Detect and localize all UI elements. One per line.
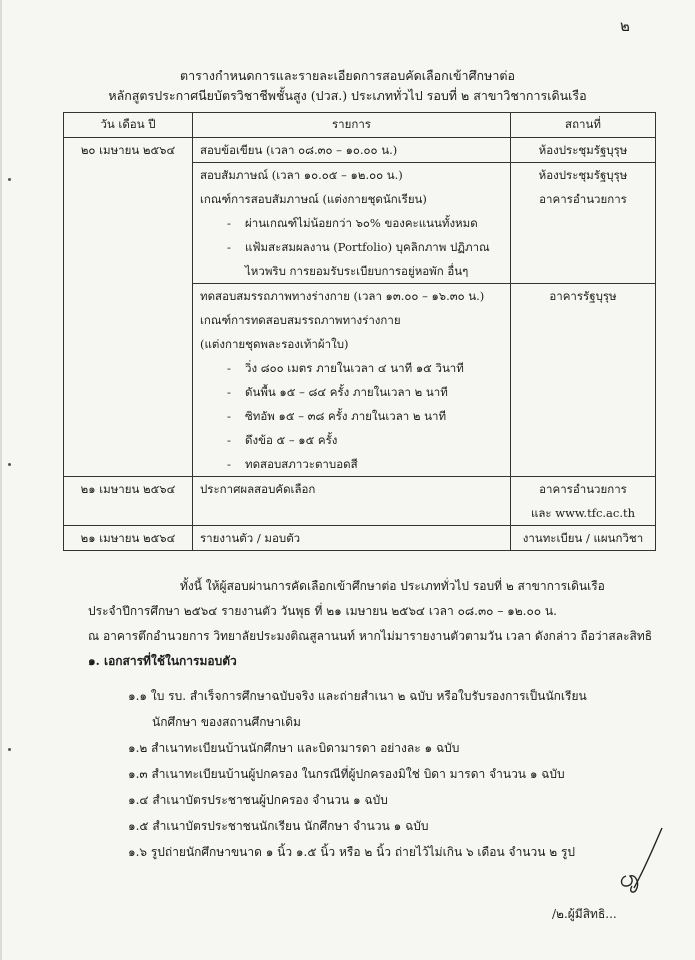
schedule-item [193,163,511,284]
detail-line: เกณฑ์การทดสอบสมรรถภาพทางร่างกาย [200,313,401,327]
schedule-place [511,526,656,551]
header-date: วัน เดือน ปี [64,113,193,138]
detail-line: (แต่งกายชุดพละรองเท้าผ้าใบ) [200,337,349,351]
schedule-item [193,526,511,551]
header-place: สถานที่ [511,113,656,138]
bullet-line: - ดึงข้อ ๕ – ๑๕ ครั้ง [193,428,510,452]
scan-speck [8,463,11,466]
document-title-line1: ตารางกำหนดการและรายละเอียดการสอบคัดเลือกเข้าศึกษาต่อ [180,68,515,83]
detail-line: สอบข้อเขียน (เวลา ๐๘.๓๐ – ๑๐.๐๐ น.) [200,143,398,157]
schedule-place [511,284,656,477]
place-line: ห้องประชุมรัฐบุรุษ [538,168,628,182]
page-edge-shadow [0,0,2,960]
document-item: ๑.๕ สำเนาบัตรประชาชนนักเรียน นักศึกษา จำนวน ๑ ฉบับ [128,819,429,833]
paragraph-line2: ประจำปีการศึกษา ๒๕๖๔ รายงานตัว วันพุธ ที่ ๒๑ เมษายน ๒๕๖๔ เวลา ๐๘.๓๐ – ๑๒.๐๐ น. [88,604,557,618]
place-line: งานทะเบียน / แผนกวิชา [522,531,644,545]
paragraph-line3: ณ อาคารตึกอำนวยการ วิทยาลัยประมงติณสูลานนท์ หากไม่มารายงานตัวตามวัน เวลา ดังกล่าว ถือว่าสละสิทธิ [88,629,653,643]
schedule-date-text: ๒๑ เมษายน ๒๕๖๔ [80,531,176,545]
paragraph-line1: ทั้งนี้ ให้ผู้สอบผ่านการคัดเลือกเข้าศึกษาต่อ ประเภททั่วไป รอบที่ ๒ สาขาการเดินเรือ [180,579,605,593]
document-item: ๑.๑ ใบ รบ. สำเร็จการศึกษาฉบับจริง และถ่ายสำเนา ๒ ฉบับ หรือใบรับรองการเป็นนักเรียน [128,689,587,703]
detail-line: ไหวพริบ การยอมรับระเบียบการอยู่หอพัก อื่นๆ [245,264,469,278]
scan-speck [8,748,11,751]
detail-line: เกณฑ์การสอบสัมภาษณ์ (แต่งกายชุดนักเรียน) [200,192,427,206]
schedule-date [64,477,193,526]
schedule-date-text: ๒๑ เมษายน ๒๕๖๔ [80,482,176,496]
place-line: อาคารรัฐบุรุษ [549,289,617,303]
document-item: ๑.๒ สำเนาทะเบียนบ้านนักศึกษา และบิดามารดา อย่างละ ๑ ฉบับ [128,741,460,755]
schedule-row [64,526,656,551]
document-item: นักศึกษา ของสถานศึกษาเดิม [152,715,301,729]
bullet-line: - วิ่ง ๘๐๐ เมตร ภายในเวลา ๔ นาที ๑๕ วินาที [193,356,510,380]
schedule-place [511,163,656,284]
schedule-item [193,284,511,477]
schedule-place [511,138,656,163]
schedule-row [64,477,656,526]
signature-initial [612,826,672,896]
documents-heading: ๑. เอกสารที่ใช้ในการมอบตัว [88,654,237,668]
bullet-line: - ผ่านเกณฑ์ไม่น้อยกว่า ๖๐% ของคะแนนทั้งหมด [193,211,510,235]
schedule-row [64,138,656,163]
schedule-header-row [64,113,656,138]
place-line: ห้องประชุมรัฐบุรุษ [538,143,628,157]
bullet-line: - ดันพื้น ๑๕ – ๘๔ ครั้ง ภายในเวลา ๒ นาที [193,380,510,404]
detail-line: ประกาศผลสอบคัดเลือก [200,482,316,496]
place-line: อาคารอำนวยการ [539,482,627,496]
schedule-table [63,112,656,551]
schedule-date [64,138,193,477]
bullet-line: - แฟ้มสะสมผลงาน (Portfolio) บุคลิกภาพ ปฏิภาณ [193,235,510,259]
detail-line: รายงานตัว / มอบตัว [200,531,301,545]
document-item: ๑.๔ สำเนาบัตรประชาชนผู้ปกครอง จำนวน ๑ ฉบับ [128,793,388,807]
scan-speck [8,178,11,181]
document-item: ๑.๖ รูปถ่ายนักศึกษาขนาด ๑ นิ้ว ๑.๕ นิ้ว หรือ ๒ นิ้ว ถ่ายไว้ไม่เกิน ๖ เดือน จำนวน ๒ รูป [128,845,576,859]
schedule-place [511,477,656,526]
detail-line: สอบสัมภาษณ์ (เวลา ๑๐.๐๕ – ๑๒.๐๐ น.) [200,168,403,182]
document-item: ๑.๓ สำเนาทะเบียนบ้านผู้ปกครอง ในกรณีที่ผู้ปกครองมิใช่ บิดา มารดา จำนวน ๑ ฉบับ [128,767,565,781]
header-item: รายการ [193,113,511,138]
schedule-item [193,138,511,163]
continuation-note: /๒.ผู้มีสิทธิ... [552,907,617,921]
document-title-line2: หลักสูตรประกาศนียบัตรวิชาชีพชั้นสูง (ปวส.) ประเภททั่วไป รอบที่ ๒ สาขาวิชาการเดินเรือ [108,88,587,103]
detail-line: ทดสอบสมรรถภาพทางร่างกาย (เวลา ๑๓.๐๐ – ๑๖.๓๐ น.) [200,289,485,303]
place-line: อาคารอำนวยการ [539,192,627,206]
page-number: ๒ [620,17,630,35]
schedule-date [64,526,193,551]
bullet-line: - ทดสอบสภาวะตาบอดสี [193,452,510,476]
place-line: และ www.tfc.ac.th [530,506,636,520]
schedule-date-text: ๒๐ เมษายน ๒๕๖๔ [80,143,176,157]
bullet-line: - ซิทอัพ ๑๕ – ๓๘ ครั้ง ภายในเวลา ๒ นาที [193,404,510,428]
schedule-item [193,477,511,526]
